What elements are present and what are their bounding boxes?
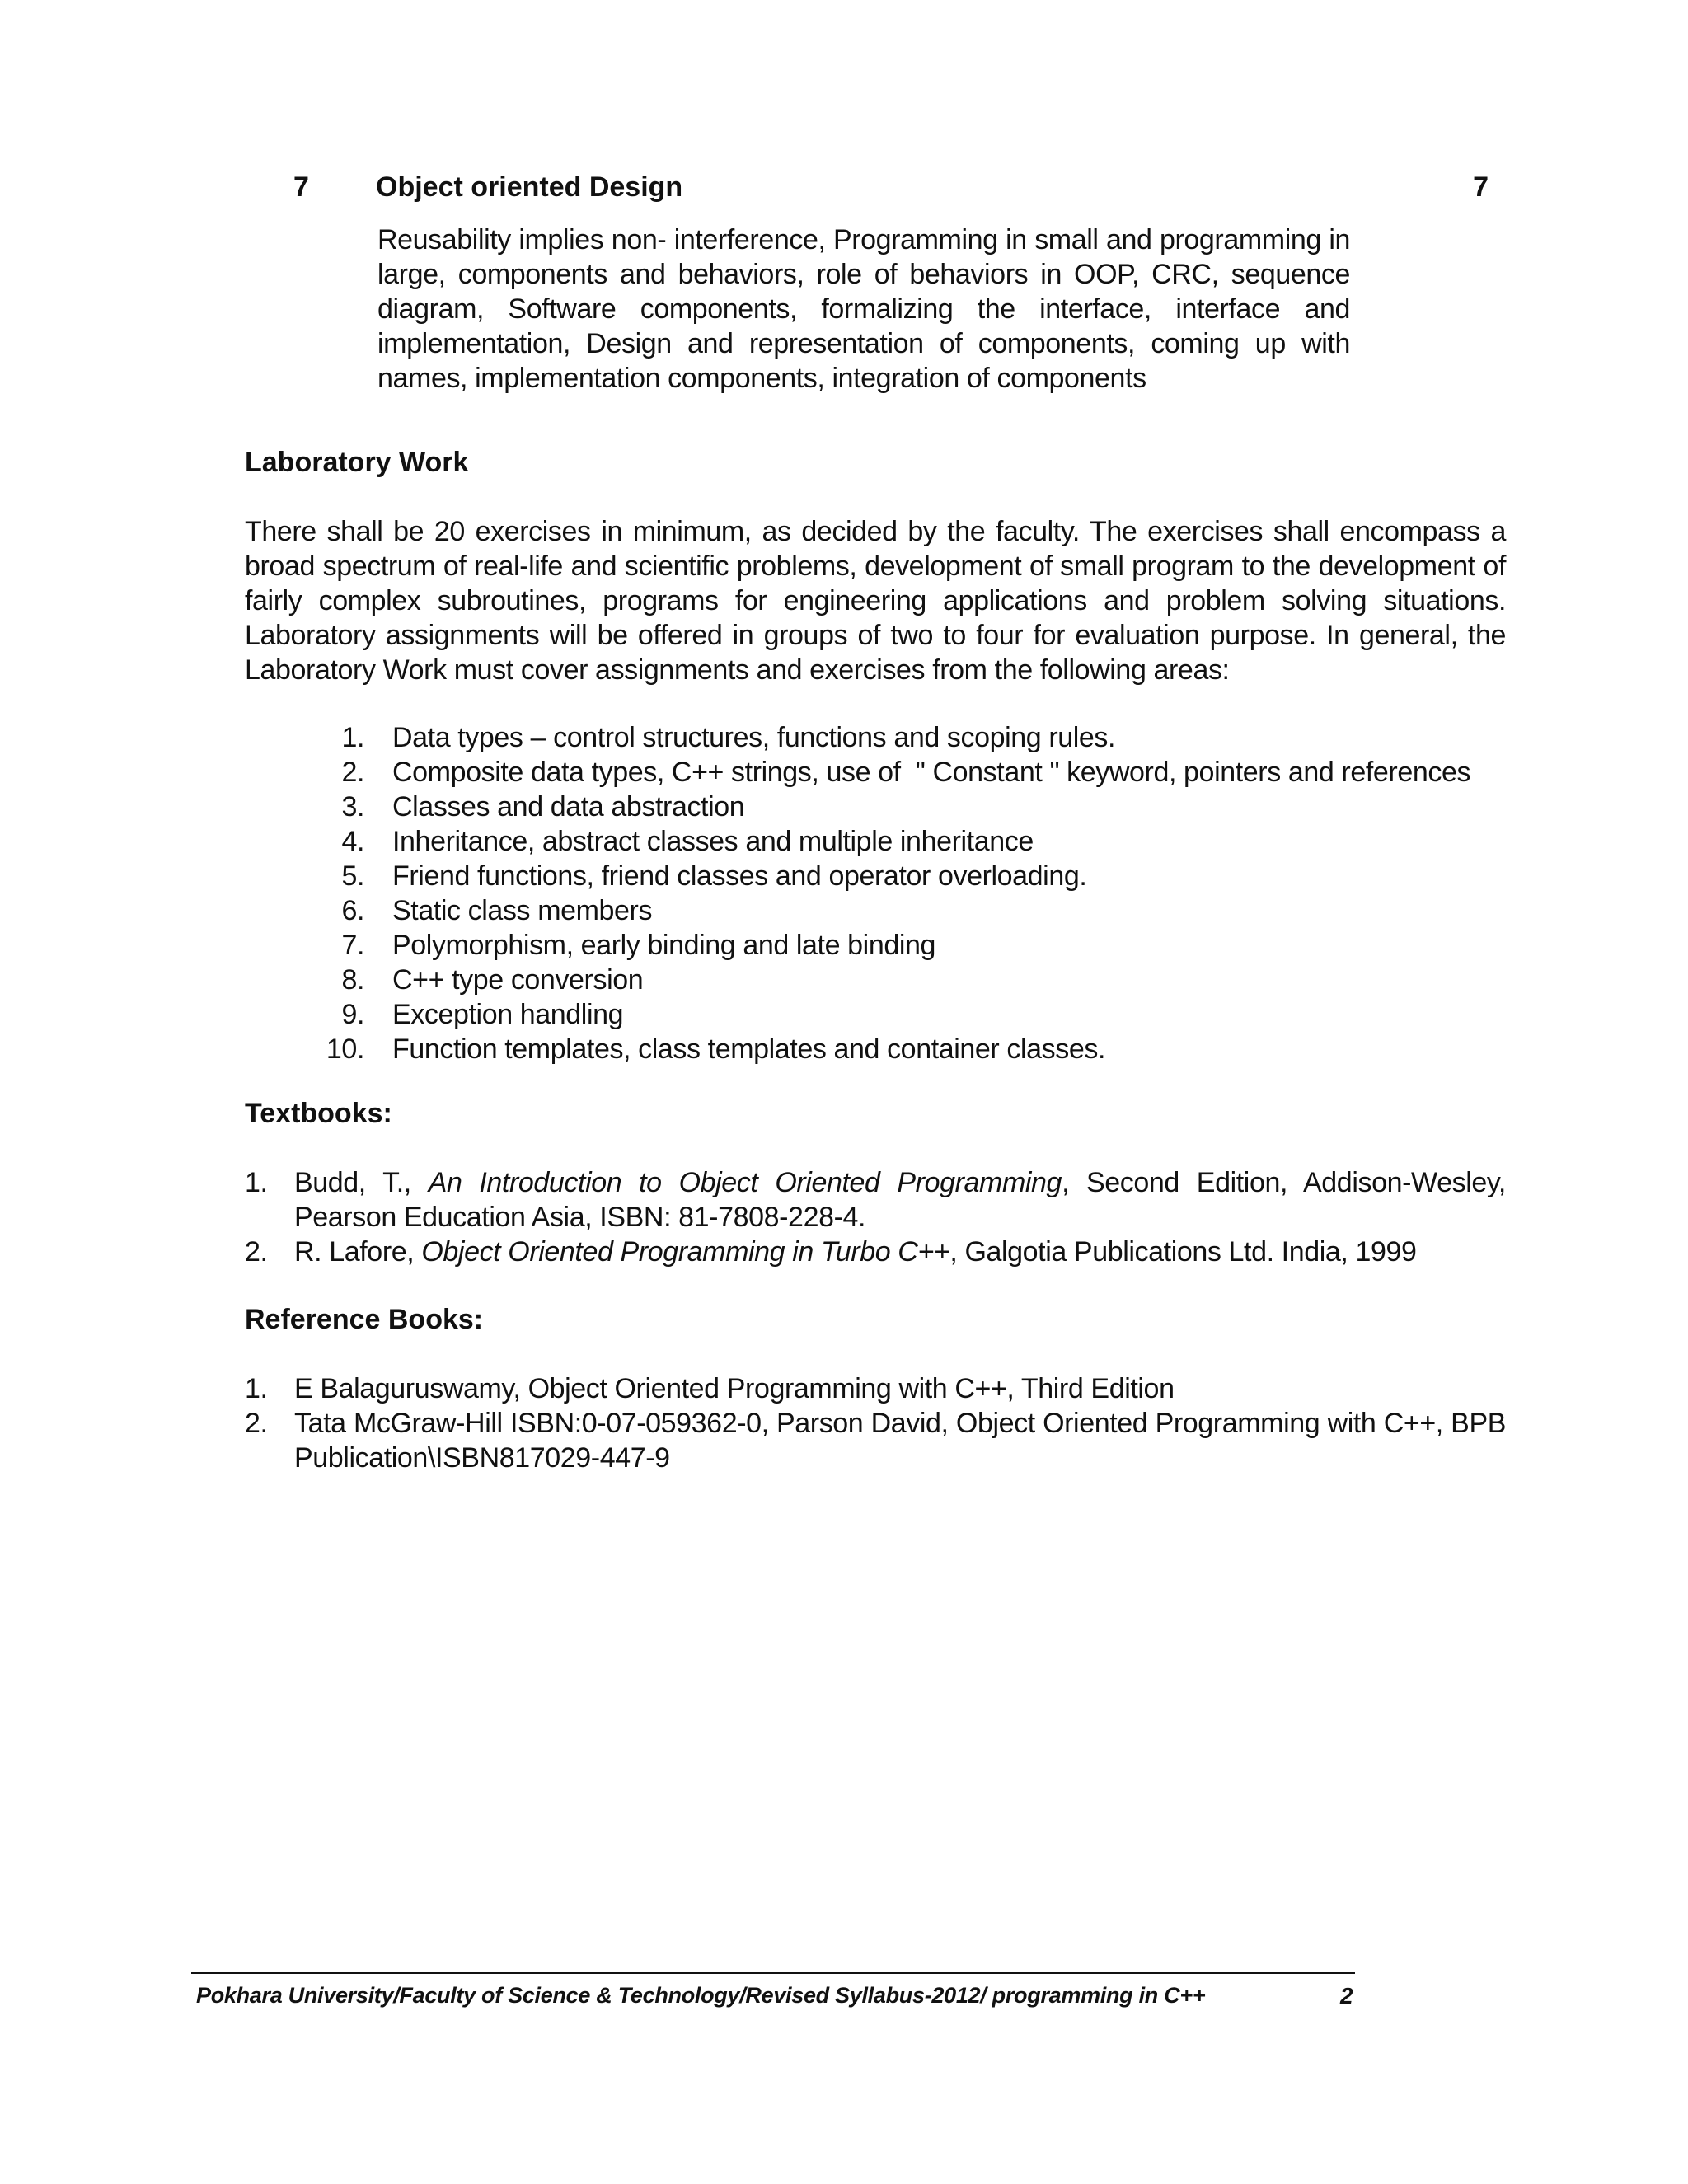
textbook-author: R. Lafore, [294,1236,422,1268]
textbook-number: 2. [245,1236,268,1268]
laboratory-intro: There shall be 20 exercises in minimum, as decided by the faculty. The exercises shall encompass a broad spectrum of real-life and scientific problems, development of small program to the development of fairly complex subroutines, programs for engineering applications and problem solving situations. Laboratory assignments will be offered in groups of two to four for evaluation purpose. In general, the Laboratory Work must cover assignments and exercises from the following areas: [245,516,1506,686]
textbook-details: , Second Edition, Addison-Wesley, Pearson Education Asia, ISBN: 81-7808-228-4. [294,1167,1506,1233]
textbook-title: An Introduction to Object Oriented Programming [428,1167,1062,1198]
list-item [313,720,1470,755]
unit-number: 7 [293,171,309,203]
list-item-text: Function templates, class templates and container classes. [392,1033,1106,1065]
textbook-item [245,1235,1506,1269]
list-item [313,963,1470,997]
list-item-number: 10. [326,1033,364,1065]
page-number: 2 [1340,1983,1353,2008]
list-item-number: 7. [341,930,364,961]
reference-book-text: Tata McGraw-Hill ISBN:0-07-059362-0, Parson David, Object Oriented Programming with C++, BPB Publication\ISBN817029-447-9 [294,1408,1506,1474]
list-item-text: Static class members [392,895,653,926]
list-item-text: Data types – control structures, functions and scoping rules. [392,722,1116,753]
list-item [313,824,1470,859]
list-item-number: 5. [341,860,364,892]
list-item-number: 1. [341,722,364,753]
textbook-details: , Galgotia Publications Ltd. India, 1999 [950,1236,1417,1268]
unit-header [293,171,1489,208]
footer-divider [191,1972,1355,1974]
list-item [313,1032,1470,1066]
reference-book-text: E Balaguruswamy, Object Oriented Programming with C++, Third Edition [294,1373,1175,1404]
list-item [313,755,1470,790]
list-item [313,790,1470,824]
list-item-text: Composite data types, C++ strings, use of " Constant " keyword, pointers and references [392,757,1471,788]
list-item-text: Friend functions, friend classes and operator overloading. [392,860,1087,892]
reference-books-list [245,1371,1506,1475]
reference-book-number: 2. [245,1408,268,1439]
reference-book-item [245,1406,1506,1475]
unit-hours: 7 [1473,171,1489,203]
unit-title: Object oriented Design [376,171,683,203]
textbooks-heading: Textbooks: [245,1098,392,1129]
reference-books-heading: Reference Books: [245,1304,484,1335]
laboratory-list [313,720,1470,1066]
list-item-number: 9. [341,999,364,1030]
textbook-title: Object Oriented Programming in Turbo C++ [421,1236,950,1268]
laboratory-heading: Laboratory Work [245,447,469,478]
list-item [313,893,1470,928]
list-item-text: Inheritance, abstract classes and multiple inheritance [392,826,1034,857]
list-item-number: 2. [341,757,364,788]
reference-book-number: 1. [245,1373,268,1404]
list-item-number: 8. [341,964,364,996]
footer-text: Pokhara University/Faculty of Science & Technology/Revised Syllabus-2012/ programming in C++ [196,1983,1206,2008]
unit-description: Reusability implies non- interference, Programming in small and programming in large, components and behaviors, role of behaviors in OOP, CRC, sequence diagram, Software components, formalizing the interface, interface and implementation, Design and representation of components, coming up with names, implementation components, integration of components [377,224,1350,394]
list-item-number: 6. [341,895,364,926]
list-item-text: C++ type conversion [392,964,644,996]
textbook-item [245,1165,1506,1235]
textbook-author: Budd, T., [294,1167,429,1198]
list-item-text: Polymorphism, early binding and late binding [392,930,936,961]
list-item [313,928,1470,963]
list-item-text: Exception handling [392,999,624,1030]
list-item-number: 3. [341,791,364,823]
textbook-number: 1. [245,1167,268,1198]
list-item [313,997,1470,1032]
list-item [313,859,1470,893]
textbooks-list [245,1165,1506,1269]
reference-book-item [245,1371,1506,1406]
list-item-number: 4. [341,826,364,857]
list-item-text: Classes and data abstraction [392,791,745,823]
